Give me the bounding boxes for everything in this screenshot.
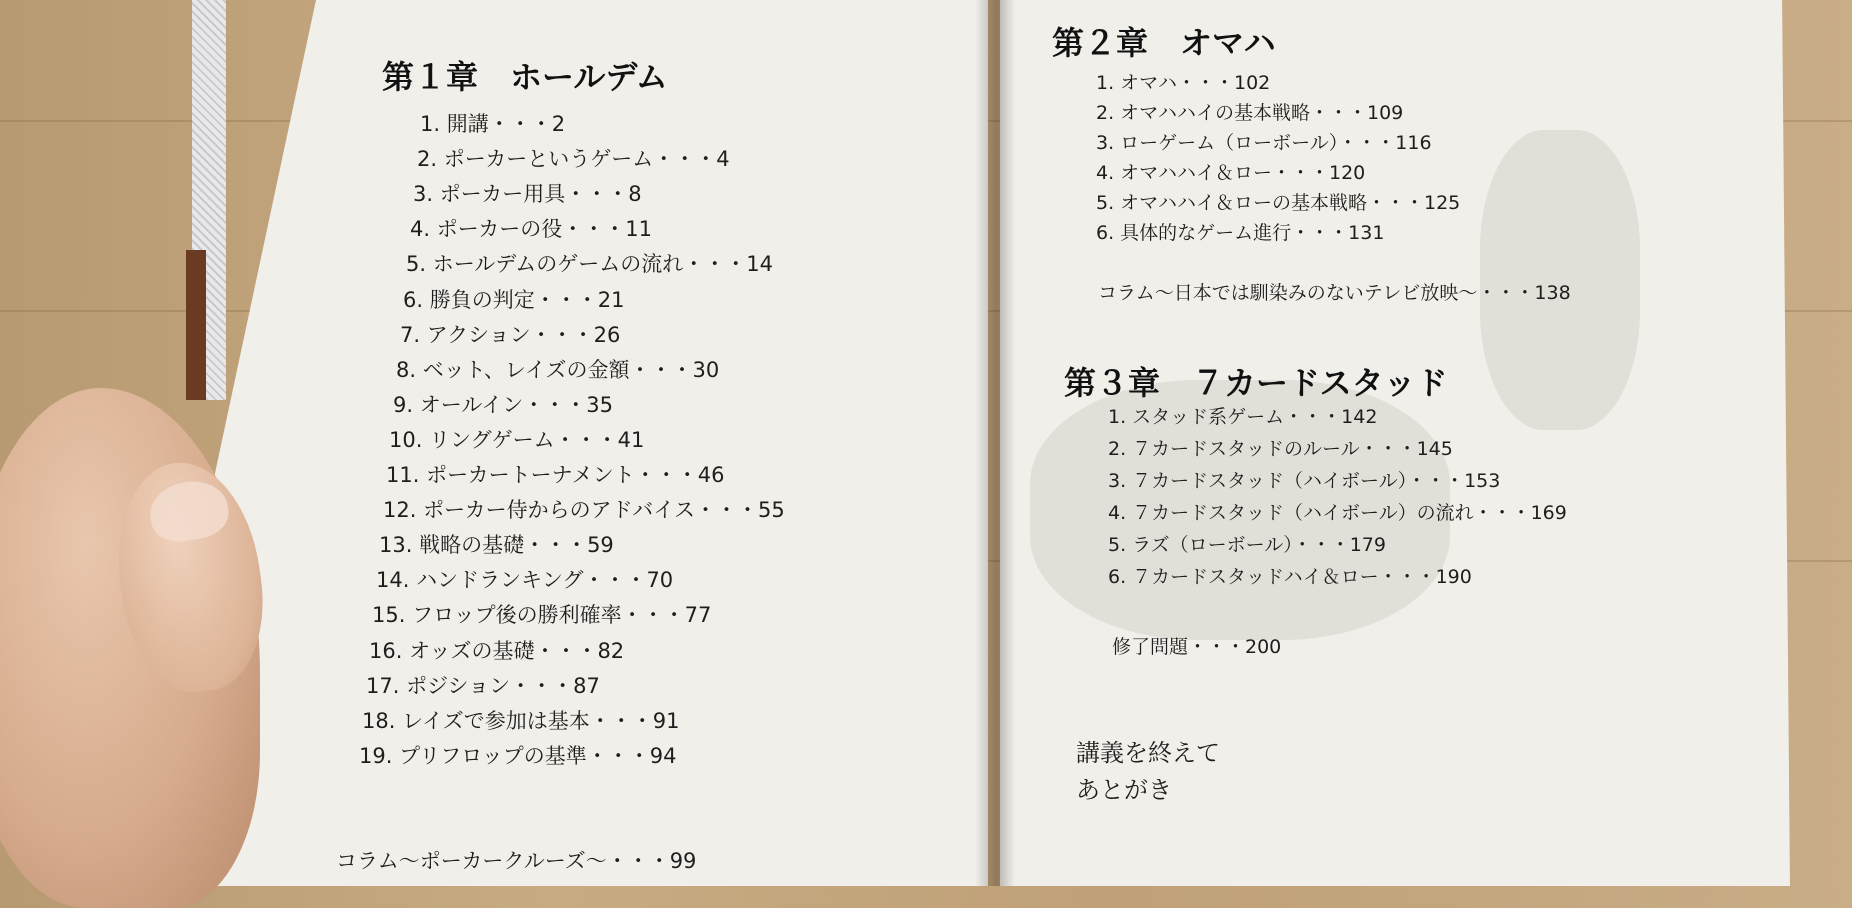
chapter-2-column-entry: コラム～日本では馴染みのないテレビ放映～・・・138 [1098,282,1571,304]
toc-item: 4. ポーカーの役・・・11 [410,217,653,241]
toc-item: 17. ポジション・・・87 [366,674,600,698]
toc-item: 2. オマハハイの基本戦略・・・109 [1096,102,1404,124]
afterword-entry: あとがき [1076,776,1172,804]
chapter-1-title: 第１章 ホールデム [382,58,668,96]
toc-item: 5. オマハハイ＆ローの基本戦略・・・125 [1096,192,1461,214]
toc-item: 19. プリフロップの基準・・・94 [359,744,677,768]
toc-item: 15. フロップ後の勝利確率・・・77 [372,603,712,627]
toc-item: 9. オールイン・・・35 [393,393,613,417]
toc-item: 8. ベット、レイズの金額・・・30 [396,358,720,382]
toc-item: 6. ７カードスタッドハイ＆ロー・・・190 [1108,566,1472,588]
book-gutter [975,0,1015,886]
toc-item: 1. オマハ・・・102 [1096,72,1271,94]
toc-item: 1. 開講・・・2 [420,112,566,136]
toc-item: 2. ７カードスタッドのルール・・・145 [1108,438,1453,460]
toc-item: 18. レイズで参加は基本・・・91 [362,709,680,733]
toc-item: 4. ７カードスタッド（ハイボール）の流れ・・・169 [1108,502,1567,524]
chapter-2-title: 第２章 オマハ [1052,24,1276,62]
chapter-3-title: 第３章 ７カードスタッド [1064,364,1448,402]
toc-item: 3. ポーカー用具・・・8 [413,182,642,206]
toc-item: 1. スタッド系ゲーム・・・142 [1108,406,1378,428]
toc-item: 2. ポーカーというゲーム・・・4 [417,147,730,171]
toc-item: 5. ラズ（ローボール）・・・179 [1108,534,1386,556]
toc-item: 10. リングゲーム・・・41 [389,428,645,452]
toc-item: 5. ホールデムのゲームの流れ・・・14 [406,252,773,276]
toc-item: 6. 勝負の判定・・・21 [403,288,625,312]
left-column-entry: コラム～ポーカークルーズ～・・・99 [336,849,697,873]
toc-item: 12. ポーカー侍からのアドバイス・・・55 [383,498,785,522]
toc-item: 16. オッズの基礎・・・82 [369,639,625,663]
closing-lecture-entry: 講義を終えて [1076,739,1220,767]
toc-item: 14. ハンドランキング・・・70 [376,568,674,592]
toc-item: 11. ポーカートーナメント・・・46 [386,463,725,487]
final-exam-entry: 修了問題・・・200 [1112,636,1282,658]
toc-item: 3. ローゲーム（ローボール）・・・116 [1096,132,1432,154]
toc-item: 3. ７カードスタッド（ハイボール）・・・153 [1108,470,1501,492]
toc-item: 13. 戦略の基礎・・・59 [379,533,614,557]
toc-item: 4. オマハハイ＆ロー・・・120 [1096,162,1366,184]
book-cover-edge-dark [186,250,206,400]
toc-item: 6. 具体的なゲーム進行・・・131 [1096,222,1385,244]
toc-item: 7. アクション・・・26 [400,323,621,347]
